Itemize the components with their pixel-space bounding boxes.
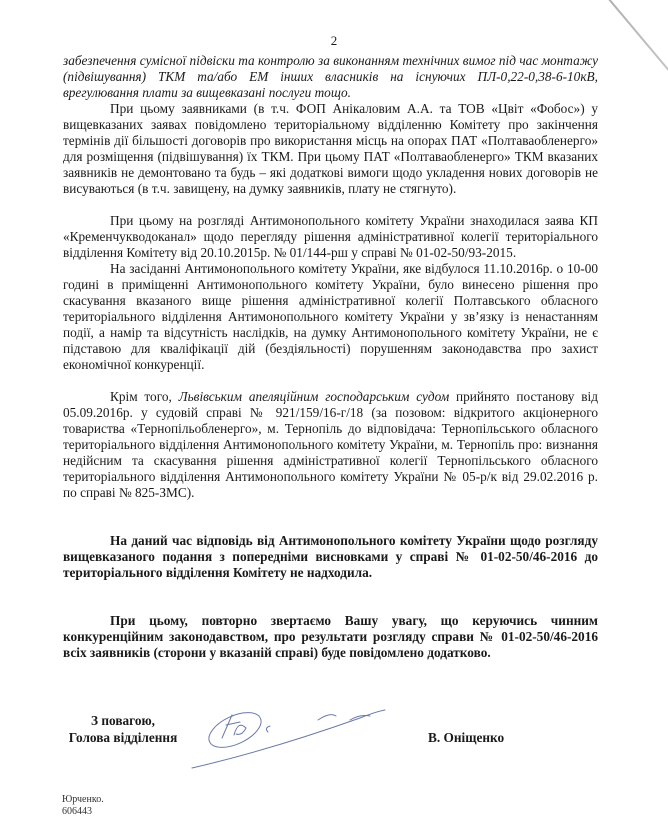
paragraph-continuation: забезпечення сумісної підвіски та контролю за виконанням технічних вимог під час монтажу (підвішування) ТКМ та/або ЕМ інших власників на існуючих ПЛ-0,22-0,38-6-10кВ, врегулювання плати за вищевказані послуги тощо. xyxy=(63,53,598,100)
court-intro: Крім того, xyxy=(110,389,179,404)
signatory-name: В. Оніщенко xyxy=(428,730,505,745)
handwritten-signature xyxy=(190,690,390,780)
page-number: 2 xyxy=(330,33,338,48)
executor-phone: 606443 xyxy=(62,806,92,817)
document-body xyxy=(63,53,598,661)
paragraph-notification: При цьому, повторно звертаємо Вашу увагу, що керуючись чинним конкуренційним законодавством, про результати розгляду справи № 01-02-50/46-2016 всіх заявників (сторони у вказаній справі) буде повідомлено додатково. xyxy=(63,613,598,660)
paragraph-committee-meeting: На засіданні Антимонопольного комітету України, яке відбулося 11.10.2016р. о 10-00 годині в приміщенні Антимонопольного комітету України, було винесено рішення про скасування вказаного вище рішення адміністративної колегії Полтавського обласного територіального відділення Антимонопольного комітету України у зв’язку із ненастанням події, а намір та відсутність наслідків, на думку Антимонопольного комітету України, не є підставою для кваліфікації дій (бездіяльності) порушенням законодавства про захист економічної конкуренції. xyxy=(63,261,598,372)
paragraph-no-response: На даний час відповідь від Антимонопольного комітету України щодо розгляду вищевказаного подання з попередніми висновками у справі № 01-02-50/46-2016 до територіального відділення Комітету не надходила. xyxy=(63,533,598,580)
paragraph-court-ruling xyxy=(63,389,598,501)
signatory-title xyxy=(63,712,183,746)
position-text: Голова відділення xyxy=(68,730,178,745)
executor-footer xyxy=(62,794,104,818)
executor-name: Юрченко. xyxy=(62,794,104,805)
paragraph-applicants: При цьому заявниками (в т.ч. ФОП Анікаловим А.А. та ТОВ «Цвіт «Фобос») у вищевказаних заявах повідомлено територіальному відділенню Комітету про закінчення термінів дії більшості договорів про використання місць на опорах ПАТ «Полтаваобленерго» для розміщення (підвішування) їх ТКМ. При цьому ПАТ «Полтаваобленерго» ТКМ вказаних заявників не демонтовано та будь – які додаткові вимоги щодо укладення нових договорів не висуваються (в т.ч. завищену, на думку заявників, плату не стягнуто). xyxy=(63,101,598,196)
court-name: Львівським апеляційним господарським судом xyxy=(178,389,450,404)
paragraph-kremenchuk: При цьому на розгляді Антимонопольного комітету України знаходилася заява КП «Кременчукводоканал» щодо перегляду рішення адміністративної колегії територіального відділення Комітету від 20.10.2015р. № 01/144-рш у справі № 01-02-50/93-2015. xyxy=(63,213,598,260)
closing-text: З повагою, xyxy=(91,713,155,728)
court-details: прийнято постанову від 05.09.2016р. у судовій справі № 921/159/16-г/18 (за позовом: відкритого акціонерного товариства «Тернопільобленерго», м. Тернопіль до відповідача: Тернопільського обласного територіального відділення Антимонопольного комітету України, м. Тернопіль про: визнання недійсним та скасування рішення адміністративної колегії Тернопільського обласного територіального відділення Антимонопольного комітету України № 05-р/к від 29.02.2016 р. по справі № 825-ЗМС). xyxy=(63,389,598,500)
